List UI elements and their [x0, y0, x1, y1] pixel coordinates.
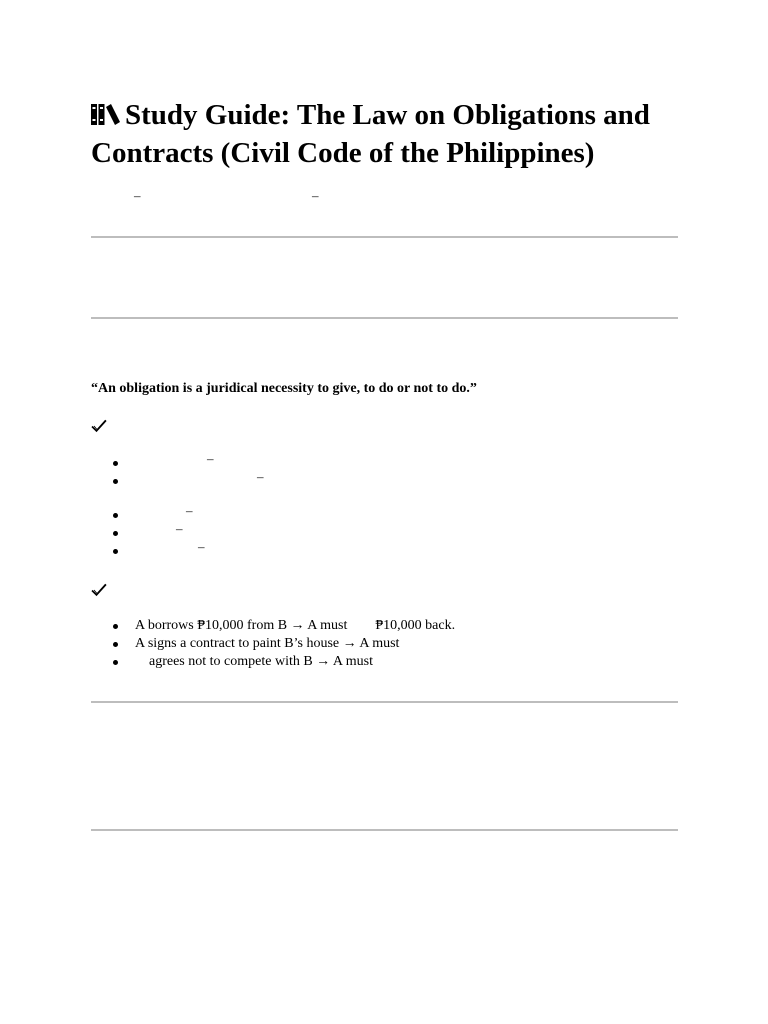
- section-divider: [91, 317, 678, 319]
- checkmark-icon: [91, 583, 107, 597]
- list-item-mark: –: [257, 469, 264, 484]
- page-title: [91, 96, 691, 172]
- checkmark-icon: [91, 419, 107, 433]
- list-item-mark: –: [198, 539, 205, 554]
- page-title-text: Study Guide: The Law on Obligations and Contracts (Civil Code of the Philippines): [91, 99, 650, 169]
- bullet-dot: [113, 660, 118, 665]
- bullet-dot: [113, 513, 118, 518]
- example-text: A signs a contract to paint B’s house → A must: [135, 636, 400, 651]
- subtitle-mark: –: [134, 188, 141, 203]
- example-text: A borrows ₱10,000 from B → A must ₱10,000 back.: [135, 618, 456, 633]
- section-divider: [91, 829, 678, 831]
- subtitle-mark: –: [312, 188, 319, 203]
- bullet-dot: [113, 531, 118, 536]
- example-text: agrees not to compete with B → A must: [135, 654, 373, 669]
- bullet-dot: [113, 479, 118, 484]
- bullet-dot: [113, 461, 118, 466]
- bullet-dot: [113, 624, 118, 629]
- list-item-mark: –: [176, 521, 183, 536]
- list-item-mark: –: [186, 503, 193, 518]
- books-icon: [91, 103, 121, 125]
- section-divider: [91, 236, 678, 238]
- bullet-dot: [113, 549, 118, 554]
- bullet-dot: [113, 642, 118, 647]
- section-divider: [91, 701, 678, 703]
- list-item-mark: –: [207, 451, 214, 466]
- study-guide-page: [91, 0, 678, 1024]
- definition-quote: “An obligation is a juridical necessity to give, to do or not to do.”: [91, 381, 477, 396]
